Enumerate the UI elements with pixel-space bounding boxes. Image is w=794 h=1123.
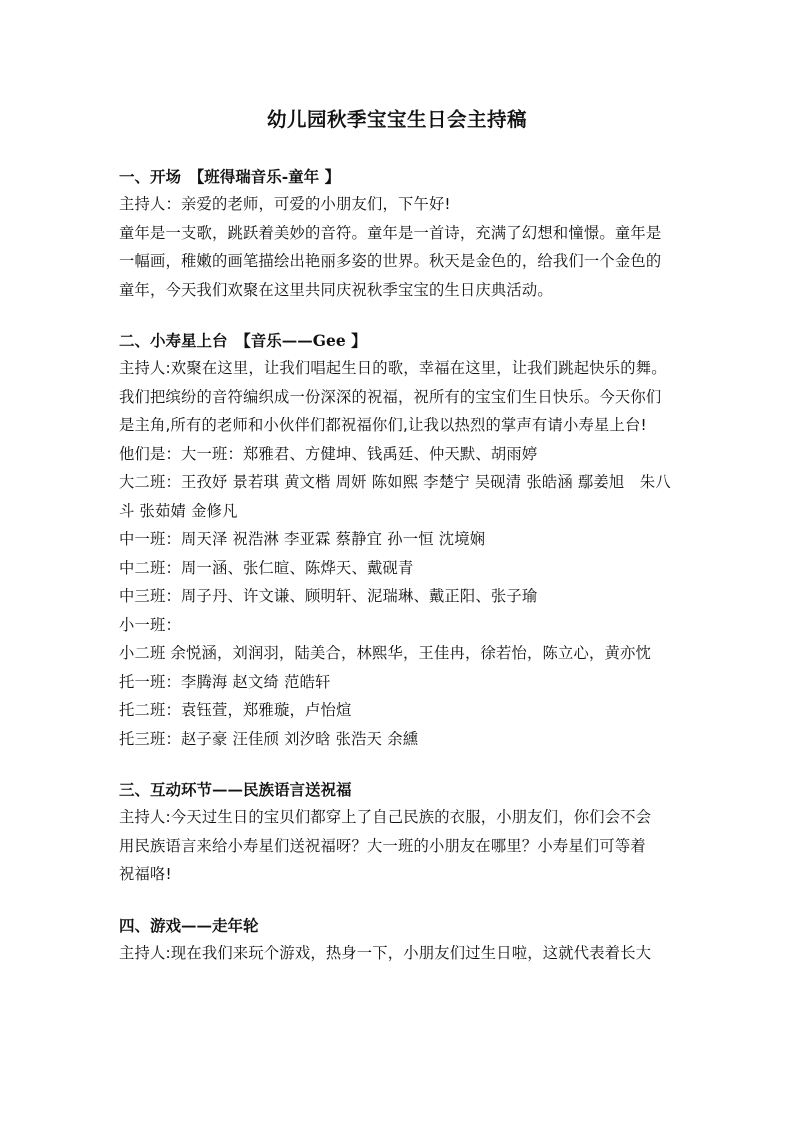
paragraph-line: 托三班：赵子豪 汪佳颀 刘汐晗 张浩天 余纁	[119, 729, 419, 748]
paragraph-line: 小一班：	[119, 615, 181, 634]
paragraph-line: 主持人：亲爱的老师，可爱的小朋友们，下午好!	[119, 195, 451, 213]
section-heading: 三、互动环节——民族语言送祝福	[119, 780, 352, 799]
paragraph-line: 他们是：大一班：郑雅君、方健坤、钱禹廷、仲天默、胡雨婷	[119, 444, 538, 463]
paragraph-line: 我们把缤纷的音符编织成一份深深的祝福，祝所有的宝宝们生日快乐。今天你们	[119, 387, 662, 406]
paragraph-line: 小二班 余悦涵，刘润羽，陆美合，林熙华，王佳冉，徐若怡，陈立心，黄亦忱	[119, 644, 651, 662]
paragraph-line: 主持人:现在我们来玩个游戏，热身一下，小朋友们过生日啦，这就代表着长大	[119, 943, 652, 962]
paragraph-line: 中一班：周天泽 祝浩淋 李亚霖 蔡静宜 孙一恒 沈境娴	[119, 530, 486, 548]
paragraph-line: 托一班：李腾海 赵文绮 范皓轩	[119, 672, 331, 691]
paragraph-line: 祝福咯!	[119, 865, 172, 883]
section-birthday-stars	[119, 328, 676, 753]
section-interaction	[119, 777, 676, 889]
paragraph-line: 童年，今天我们欢聚在这里共同庆祝秋季宝宝的生日庆典活动。	[119, 280, 553, 299]
section-heading: 二、小寿星上台 【音乐——Gee 】	[119, 331, 367, 350]
paragraph-line: 斗 张茹婧 金修凡	[119, 501, 238, 520]
section-game	[119, 913, 676, 968]
paragraph-line: 一幅画，稚嫩的画笔描绘出艳丽多姿的世界。秋天是金色的，给我们一个金色的	[119, 252, 662, 270]
document-body	[119, 164, 676, 967]
section-heading: 一、开场 【班得瑞音乐-童年 】	[119, 167, 341, 186]
paragraph-line: 中二班：周一涵、张仁暄、陈烨天、戴砚青	[119, 558, 414, 577]
paragraph-line: 用民族语言来给小寿星们送祝福呀？大一班的小朋友在哪里？小寿星们可等着	[119, 836, 646, 855]
paragraph-line: 中三班：周子丹、许文谦、顾明轩、泥瑞琳、戴正阳、张子瑜	[119, 587, 538, 605]
paragraph-line: 主持人:欢聚在这里，让我们唱起生日的歌，幸福在这里，让我们跳起快乐的舞。	[119, 359, 667, 377]
paragraph-line: 主持人:今天过生日的宝贝们都穿上了自己民族的衣服，小朋友们，你们会不会	[119, 808, 652, 826]
section-heading: 四、游戏——走年轮	[119, 915, 259, 935]
paragraph-line: 托二班：袁钰萱，郑雅璇，卢怡煊	[119, 701, 352, 719]
paragraph-line: 是主角,所有的老师和小伙伴们都祝福你们,让我以热烈的掌声有请小寿星上台!	[119, 416, 647, 434]
section-opening	[119, 164, 676, 304]
document-title: 幼儿园秋季宝宝生日会主持稿	[266, 108, 527, 131]
paragraph-line: 童年是一支歌，跳跃着美妙的音符。童年是一首诗，充满了幻想和憧憬。童年是	[119, 223, 662, 242]
paragraph-line: 大二班：王孜妤 景若琪 黄文楷 周妍 陈如熙 李楚宁 吴砚清 张皓涵 鄢姜旭 朱八	[119, 473, 671, 491]
